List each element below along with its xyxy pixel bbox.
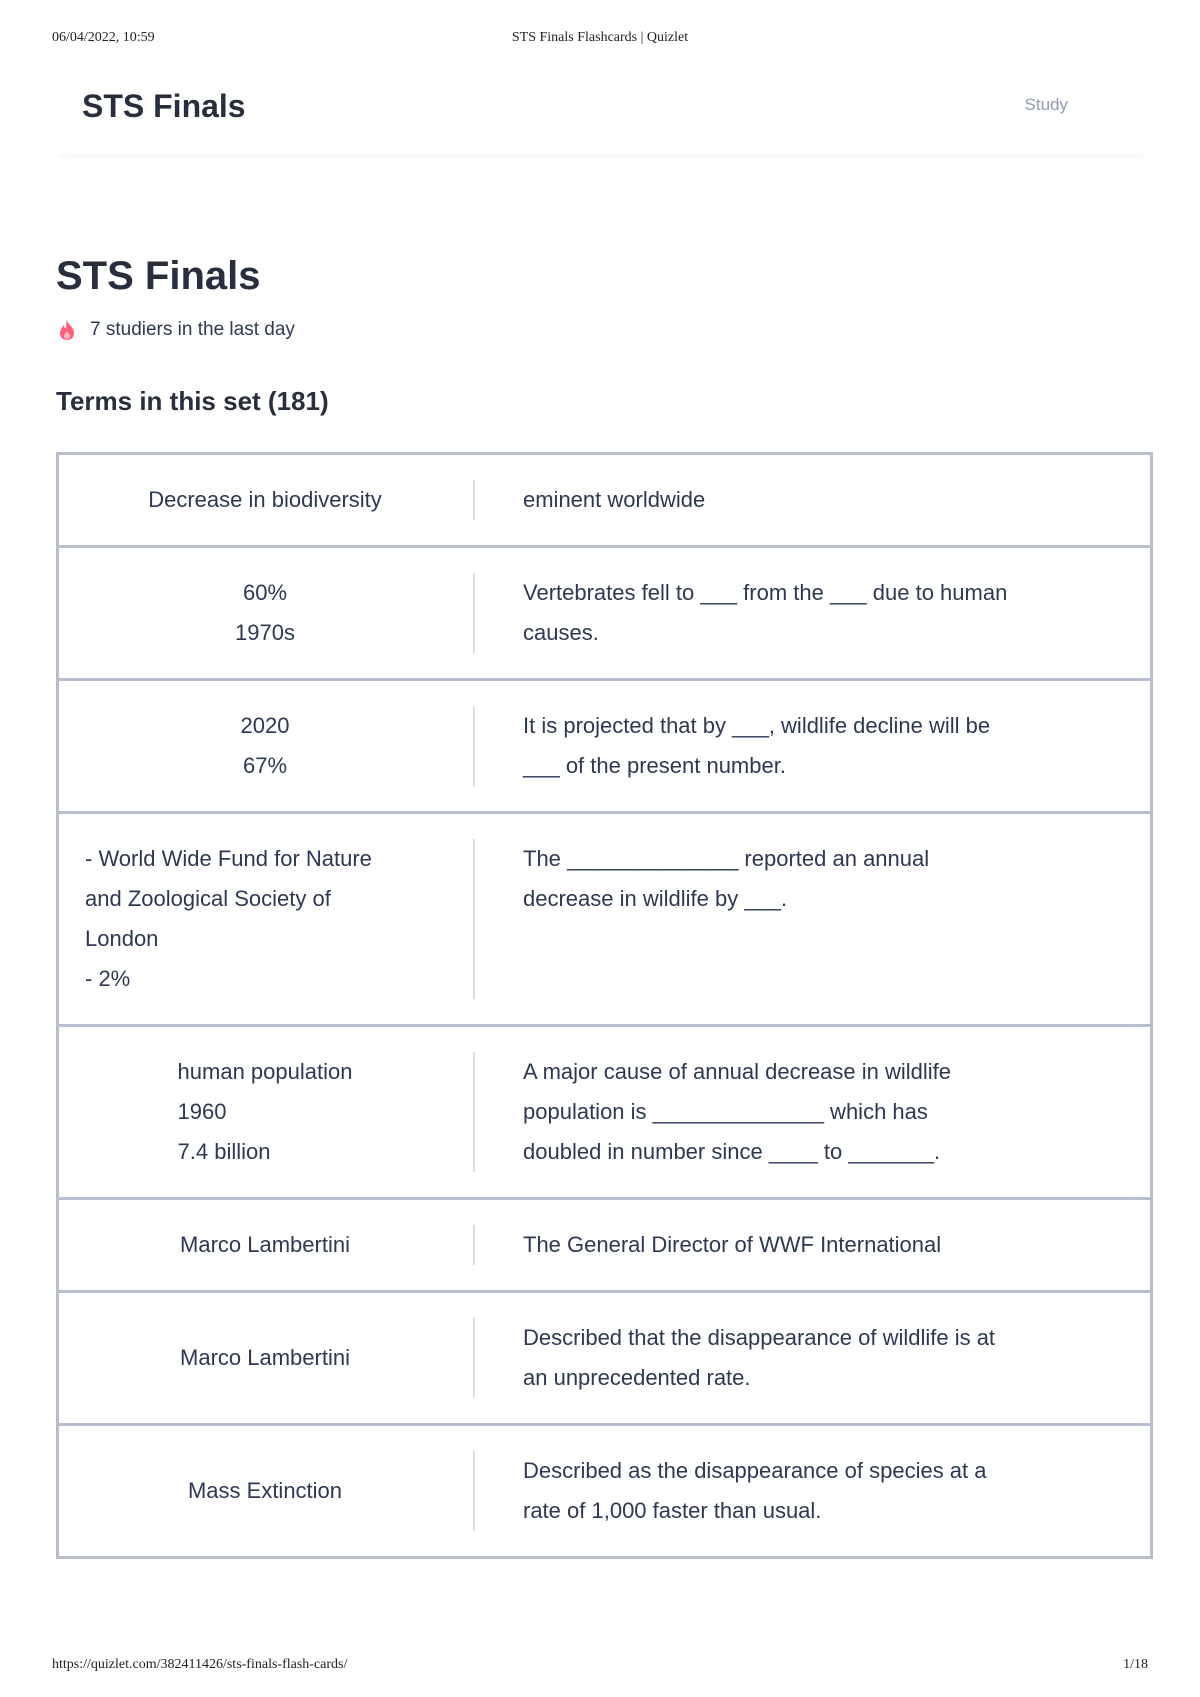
study-button[interactable]: Study [1024,95,1068,114]
print-footer [52,1657,1148,1677]
term-row [56,545,1153,681]
definition-cell [475,455,1150,545]
term-text: Marco Lambertini [180,1345,350,1370]
definition-text: The General Director of WWF International [523,1232,942,1257]
term-cell [59,1200,473,1290]
definition-cell [475,548,1150,678]
print-date: 06/04/2022, 10:59 [52,30,155,45]
definition-text: A major cause of annual decrease in wildlife population is ______________ which has doubled in number since ____ to _______. [523,1059,952,1164]
term-cell [59,455,473,545]
print-url: https://quizlet.com/382411426/sts-finals-flash-cards/ [52,1657,348,1672]
term-row [56,811,1153,1027]
term-cell [59,681,473,811]
term-text: 60% 1970s [235,580,295,645]
topbar-set-title[interactable]: STS Finals [82,88,246,124]
term-row [56,452,1153,548]
definition-cell [475,1293,1150,1423]
term-cell [59,1293,473,1423]
definition-cell [475,814,1150,1024]
term-text: - World Wide Fund for Nature and Zoological Society of London - 2% [85,846,372,991]
term-cell [59,1027,473,1197]
term-row [56,1197,1153,1293]
terms-heading: Terms in this set (181) [56,386,329,416]
definition-text: It is projected that by ___, wildlife decline will be ___ of the present number. [523,713,991,778]
definition-cell [475,1200,1150,1290]
fire-icon [58,319,76,341]
term-text: Mass Extinction [187,1478,343,1503]
definition-text: Described as the disappearance of species at a rate of 1,000 faster than usual. [523,1458,987,1523]
definition-text: The ______________ reported an annual decrease in wildlife by ___. [523,846,930,911]
definition-text: Described that the disappearance of wildlife is at an unprecedented rate. [523,1325,996,1390]
page-title: STS Finals [56,254,261,298]
term-row [56,1290,1153,1426]
studiers-count [58,318,295,342]
term-row [56,1423,1153,1559]
terms-table [56,452,1153,1559]
studiers-text: 7 studiers in the last day [90,319,295,340]
definition-text: Vertebrates fell to ___ from the ___ due to human causes. [523,580,1008,645]
term-cell [59,814,473,1024]
print-page-number: 1/18 [1123,1657,1148,1672]
top-bar [56,78,1148,154]
definition-cell [475,1426,1150,1556]
print-header [52,30,1148,50]
term-text: human population 1960 7.4 billion [177,1059,353,1164]
term-text: Decrease in biodiversity [148,487,382,512]
definition-text: eminent worldwide [523,487,706,512]
print-document-title: STS Finals Flashcards | Quizlet [511,30,689,45]
definition-cell [475,1027,1150,1197]
term-row [56,1024,1153,1200]
term-text: 2020 67% [240,713,290,778]
term-cell [59,1426,473,1556]
definition-cell [475,681,1150,811]
term-row [56,678,1153,814]
term-cell [59,548,473,678]
term-text: Marco Lambertini [180,1232,350,1257]
